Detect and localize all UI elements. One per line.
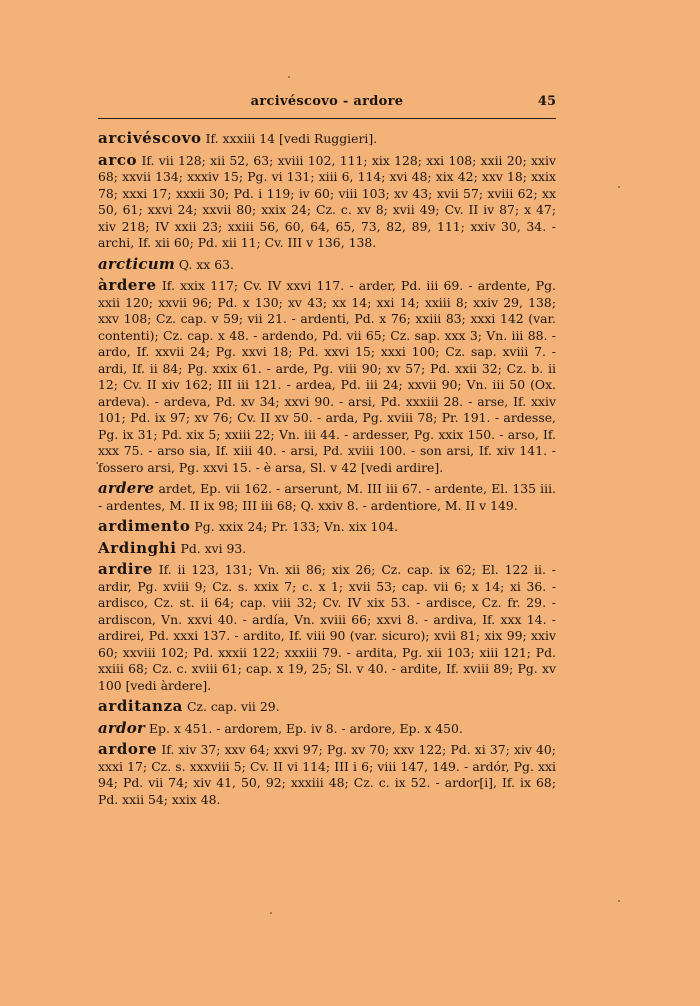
- running-head: [98, 94, 556, 114]
- entry-arcticum: [98, 256, 556, 274]
- entry-text: Ep. x 451. - ardorem, Ep. iv 8. - ardore, Ep. x 450.: [148, 720, 463, 736]
- paper-speck: [288, 76, 290, 78]
- header-rule: [98, 118, 556, 119]
- entry-arcivescovo: [98, 130, 556, 148]
- headword: ardor: [98, 718, 146, 737]
- entry-text: Q. xx 63.: [178, 256, 234, 272]
- headword: arco: [98, 150, 138, 169]
- headword: ardore: [98, 740, 158, 758]
- entry-text: If. xxxiii 14 [vedi Ruggieri].: [205, 131, 378, 146]
- paper-speck: [270, 912, 272, 914]
- entry-text: If. xiv 37; xxv 64; xxvi 97; Pg. xv 70; xxv 122; Pd. xi 37; xiv 40; xxxi 17; Cz. s. xxxviii 5; Cv. II vi 114; III i 6; viii 147, 149. - ardór, Pg. xxi 94; Pd. vii 74; xiv 41, 50, 92; xxxiii 48; Cz. c. ix 52. - ardor[i], If. ix 68; Pd. xxii 54; xxix 48.: [98, 742, 556, 807]
- page-number: 45: [537, 94, 556, 109]
- running-head-title: arcivéscovo - ardore: [250, 94, 404, 109]
- entry-text: If. xxix 117; Cv. IV xxvi 117. - arder, Pd. iii 69. - ardente, Pg. xxii 120; xxvii 96; Pd. x 130; xv 43; xx 14; xxi 14; xxiii 8; xxiv 29, 138; xxv 108; Cz. cap. v 59; vii 21. - ardenti, Pd. x 76; xxiii 83; xxxi 142 (var. contenti); Cz. cap. x 48. - ardendo, Pd. vii 65; Cz. sap. xxx 3; Vn. iii 88. - ardo, If. xxvii 24; Pg. xxvi 18; Pd. xxvi 15; xxxi 100; Cz. sap. xviii 7. - ardi, If. ii 84; Pg. xxix 61. - arde, Pg. viii 90; xv 57; Pd. xxii 32; Cz. b. ii 12; Cv. II xiv 162; III iii 121. - ardea, Pd. iii 24; xxvii 90; Vn. iii 50 (Ox. ardeva). - ardeva, Pd. xv 34; xxvi 90. - arsi, Pd. xxxiii 28. - arse, If. xxiv 101; Pd. ix 97; xv 76; Cv. II xv 50. - arda, Pg. xviii 78; Pr. 191. - ardesse, Pg. ix 31; Pd. xix 5; xxiii 22; Vn. iii 44. - ardesser, Pg. xxix 150. - arso, If. xxx 75. - arso sia, If. xiii 40. - arsi, Pd. xviii 100. - son arsi, If. xiv 141. - fossero arsi, Pg. xxvi 15. - è arsa, Sl. v 42 [vedi ardire].: [98, 278, 556, 475]
- entry-ardinghi: [98, 540, 556, 558]
- entry-arco: [98, 152, 556, 252]
- entry-text: Pg. xxix 24; Pr. 133; Vn. xix 104.: [194, 519, 399, 534]
- entry-text: ardet, Ep. vii 162. - arserunt, M. III iii 67. - ardente, El. 135 iii. - ardentes, M. II ix 98; III iii 68; Q. xxiv 8. - ardentiore, M. II v 149.: [98, 481, 556, 513]
- headword: ardimento: [98, 517, 191, 535]
- entry-text: If. ii 123, 131; Vn. xii 86; xix 26; Cz. cap. ix 62; El. 122 ii. - ardir, Pg. xviii 9; Cz. s. xxix 7; c. x 1; xvii 53; cap. vii 6; x 14; xi 36. - ardisco, Cz. st. ii 64; cap. viii 32; Cv. IV xix 53. - ardisce, Cz. fr. 29. - ardiscon, Vn. xxvi 40. - ardía, Vn. xviii 66; xxvi 8. - ardiva, If. xxx 14. - ardirei, Pd. xxxi 137. - ardito, If. viii 90 (var. sicuro); xvii 81; xix 99; xxiv 60; xxviii 102; Pd. xxxii 122; xxxiii 79. - ardita, Pg. xii 103; xiii 121; Pd. xxiii 68; Cz. c. xviii 61; cap. x 19, 25; Sl. v 40. - ardite, If. xviii 89; Pg. xv 100 [vedi àrdere].: [98, 562, 556, 693]
- entry-text: Pd. xvi 93.: [180, 540, 247, 556]
- headword: arcticum: [98, 254, 175, 273]
- headword: ardere: [98, 479, 155, 497]
- entry-text: Cz. cap. vii 29.: [186, 699, 280, 714]
- paper-speck: [618, 900, 620, 902]
- headword: arditanza: [98, 697, 183, 715]
- paper-speck: [618, 186, 620, 188]
- paper-speck: [96, 462, 98, 464]
- entry-ardire: [98, 561, 556, 694]
- entry-list: [98, 130, 556, 812]
- entry-ardere-it: [98, 277, 556, 476]
- headword: Ardinghi: [98, 538, 177, 557]
- entry-text: If. vii 128; xii 52, 63; xviii 102, 111; xix 128; xxi 108; xxii 20; xxiv 68; xxvii 134; xxxiv 15; Pg. vi 131; xiii 6, 114; xvi 48; xix 42; xxv 18; xxix 78; xxxi 17; xxxii 30; Pd. i 119; iv 60; viii 103; xv 43; xvii 57; xviii 62; xx 50, 61; xxvi 24; xxvii 80; xxix 24; Cz. c. xv 8; xvii 49; Cv. II iv 87; x 47; xiv 218; IV xxii 23; xxiii 56, 60, 64, 65, 73, 82, 89, 111; xxiv 30, 34. - archi, If. xii 60; Pd. xii 11; Cv. III v 136, 138.: [98, 152, 556, 250]
- entry-ardore: [98, 741, 556, 808]
- entry-ardor: [98, 720, 556, 738]
- entry-ardimento: [98, 518, 556, 536]
- headword: àrdere: [98, 276, 157, 294]
- entry-ardere-lat: [98, 480, 556, 514]
- headword: arcivéscovo: [98, 129, 202, 147]
- entry-arditanza: [98, 698, 556, 716]
- headword: ardire: [98, 560, 153, 578]
